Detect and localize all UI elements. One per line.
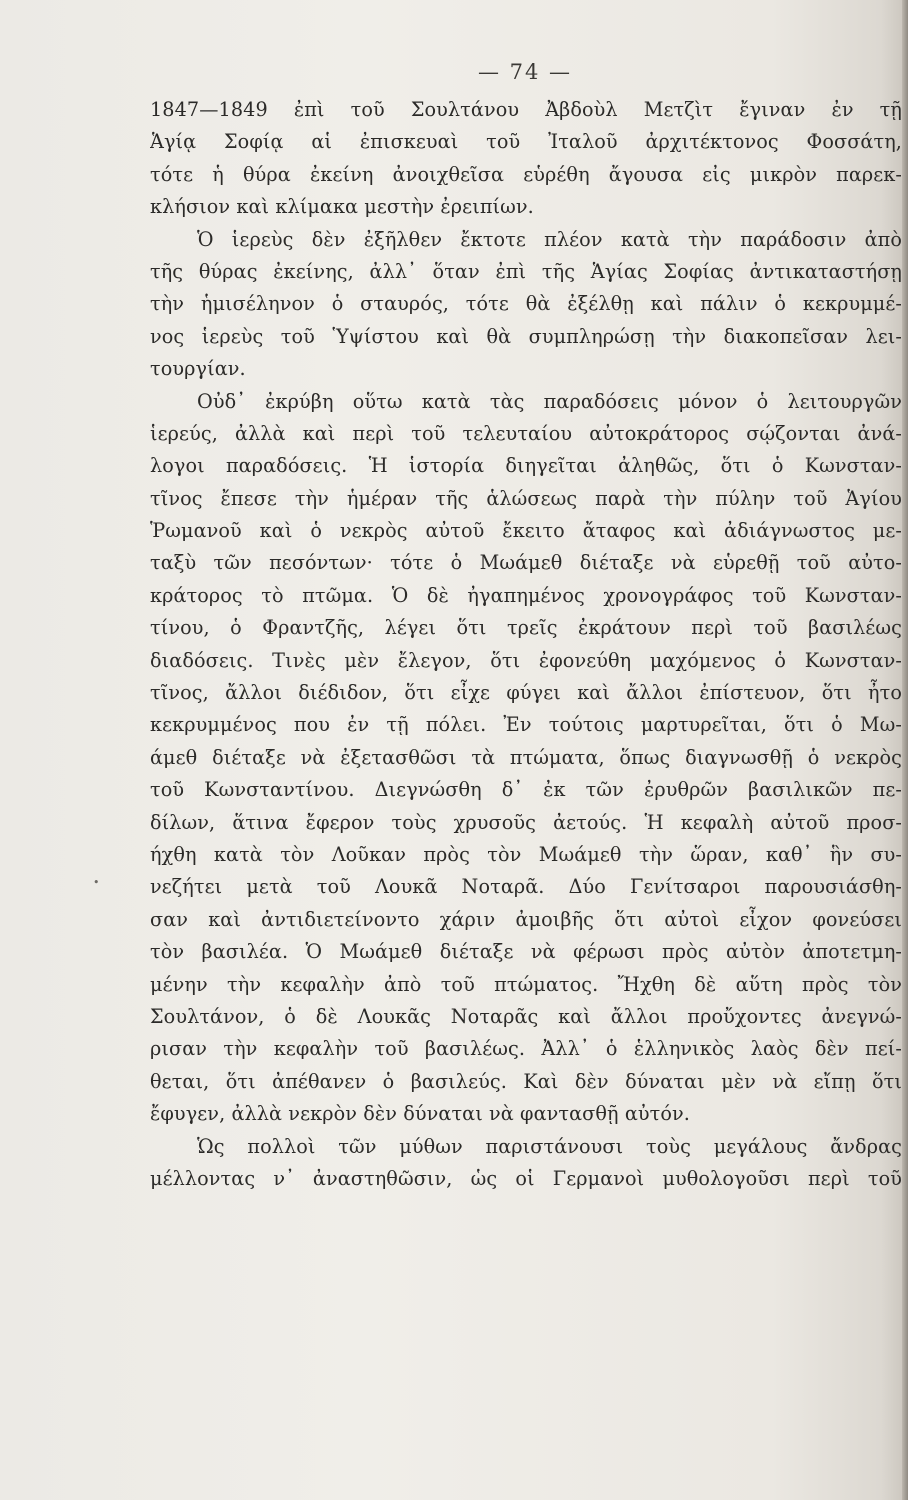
text-line: τὴν ἡμισέληνον ὁ σταυρός, τότε θὰ ἐξέλθῃ καὶ πάλιν ὁ κεκρυμμέ- — [150, 292, 902, 316]
text-line: κεκρυμμένος που ἐν τῇ πόλει. Ἐν τούτοις μαρτυρεῖται, ὅτι ὁ Μω- — [150, 713, 902, 737]
page-number: — 74 — — [477, 60, 573, 84]
text-line: δίλων, ἅτινα ἔφερον τοὺς χρυσοῦς ἀετούς. Ἡ κεφαλὴ αὐτοῦ προσ- — [150, 810, 902, 834]
paragraph-start-line: Ὡς πολλοὶ τῶν μύθων παριστάνουσι τοὺς μεγάλους ἄνδρας — [197, 1134, 902, 1158]
text-line: άμεθ διέταξε νὰ ἐξετασθῶσι τὰ πτώματα, ὅπως διαγνωσθῇ ὁ νεκρὸς — [150, 745, 902, 769]
text-line: Σουλτάνον, ὁ δὲ Λουκᾶς Νοταρᾶς καὶ ἄλλοι προὔχοντες ἀνεγνώ- — [150, 1004, 902, 1028]
margin-dot: • — [93, 876, 100, 889]
text-line: διαδόσεις. Τινὲς μὲν ἔλεγον, ὅτι ἐφονεύθη μαχόμενος ὁ Κωνσταν- — [150, 648, 902, 672]
text-line: λογοι παραδόσεις. Ἡ ἱστορία διηγεῖται ἀληθῶς, ὅτι ὁ Κωνσταν- — [150, 454, 902, 478]
text-line: ἔφυγεν, ἀλλὰ νεκρὸν δὲν δύναται νὰ φαντασθῇ αὐτόν. — [150, 1102, 690, 1126]
text-line: κράτορος τὸ πτῶμα. Ὁ δὲ ἠγαπημένος χρονογράφος τοῦ Κωνσταν- — [150, 583, 902, 607]
paragraph-start-line: Ὁ ἱερεὺς δὲν ἐξῆλθεν ἔκτοτε πλέον κατὰ τὴν παράδοσιν ἀπὸ — [197, 227, 902, 251]
text-line: 1847—1849 ἐπὶ τοῦ Σουλτάνου Ἀβδοὺλ Μετζὶτ ἔγιναν ἐν τῇ — [150, 98, 902, 121]
text-line: σαν καὶ ἀντιδιετείνοντο χάριν ἀμοιβῆς ὅτι αὐτοὶ εἶχον φονεύσει — [150, 907, 902, 931]
text-line: τῆς θύρας ἐκείνης, ἀλλ᾽ ὅταν ἐπὶ τῆς Ἁγίας Σοφίας ἀντικαταστήσῃ — [150, 259, 902, 283]
text-line: μέλλοντας ν᾽ ἀναστηθῶσιν, ὡς οἱ Γερμανοὶ μυθολογοῦσι περὶ τοῦ — [150, 1166, 902, 1190]
text-line: Ῥωμανοῦ καὶ ὁ νεκρὸς αὐτοῦ ἔκειτο ἄταφος καὶ ἀδιάγνωστος με- — [150, 519, 902, 543]
text-line: τοῦ Κωνσταντίνου. Διεγνώσθη δ᾽ ἐκ τῶν ἐρυθρῶν βασιλικῶν πε- — [150, 778, 902, 802]
paragraph-start-line: Οὐδ᾽ ἐκρύβη οὕτω κατὰ τὰς παραδόσεις μόνον ὁ λειτουργῶν — [197, 389, 902, 413]
text-line: ταξὺ τῶν πεσόντων· τότε ὁ Μωάμεθ διέταξε νὰ εὑρεθῇ τοῦ αὐτο- — [150, 551, 902, 575]
text-line: τουργίαν. — [150, 357, 246, 381]
text-line: ἱερεύς, ἀλλὰ καὶ περὶ τοῦ τελευταίου αὐτοκράτορος σῴζονται ἀνά- — [150, 421, 902, 445]
text-line: κλήσιον καὶ κλίμακα μεστὴν ἐρειπίων. — [150, 195, 534, 219]
text-line: τὸν βασιλέα. Ὁ Μωάμεθ διέταξε νὰ φέρωσι πρὸς αὐτὸν ἀποτετμη- — [150, 940, 902, 964]
text-line: νεζήτει μετὰ τοῦ Λουκᾶ Νοταρᾶ. Δύο Γενίτσαροι παρουσιάσθη- — [150, 875, 902, 899]
text-line: μένην τὴν κεφαλὴν ἀπὸ τοῦ πτώματος. Ἤχθη δὲ αὕτη πρὸς τὸν — [150, 972, 902, 996]
text-line: θεται, ὅτι ἀπέθανεν ὁ βασιλεύς. Καὶ δὲν δύναται μὲν νὰ εἴπῃ ὅτι — [150, 1069, 902, 1093]
text-line: νος ἱερεὺς τοῦ Ὑψίστου καὶ θὰ συμπληρώσῃ τὴν διακοπεῖσαν λει- — [150, 324, 902, 348]
text-line: τότε ἡ θύρα ἐκείνη ἀνοιχθεῖσα εὑρέθη ἄγουσα εἰς μικρὸν παρεκ- — [150, 162, 902, 186]
text-line: τίνου, ὁ Φραντζῆς, λέγει ὅτι τρεῖς ἐκράτουν περὶ τοῦ βασιλέως — [150, 616, 902, 640]
body-text — [150, 94, 902, 1195]
text-line: Ἁγίᾳ Σοφίᾳ αἱ ἐπισκευαὶ τοῦ Ἰταλοῦ ἀρχιτέκτονος Φοσσάτη, — [150, 130, 902, 154]
page-edge-shadow — [902, 0, 908, 1500]
text-line: τῖνος ἔπεσε τὴν ἡμέραν τῆς ἁλώσεως παρὰ τὴν πύλην τοῦ Ἁγίου — [150, 486, 902, 510]
text-line: ρισαν τὴν κεφαλὴν τοῦ βασιλέως. Ἀλλ᾽ ὁ ἑλληνικὸς λαὸς δὲν πεί- — [150, 1037, 902, 1061]
text-line: ήχθη κατὰ τὸν Λοῦκαν πρὸς τὸν Μωάμεθ τὴν ὥραν, καθ᾽ ἣν συ- — [150, 842, 902, 866]
text-line: τῖνος, ἄλλοι διέδιδον, ὅτι εἶχε φύγει καὶ ἄλλοι ἐπίστευον, ὅτι ἦτο — [150, 681, 902, 705]
